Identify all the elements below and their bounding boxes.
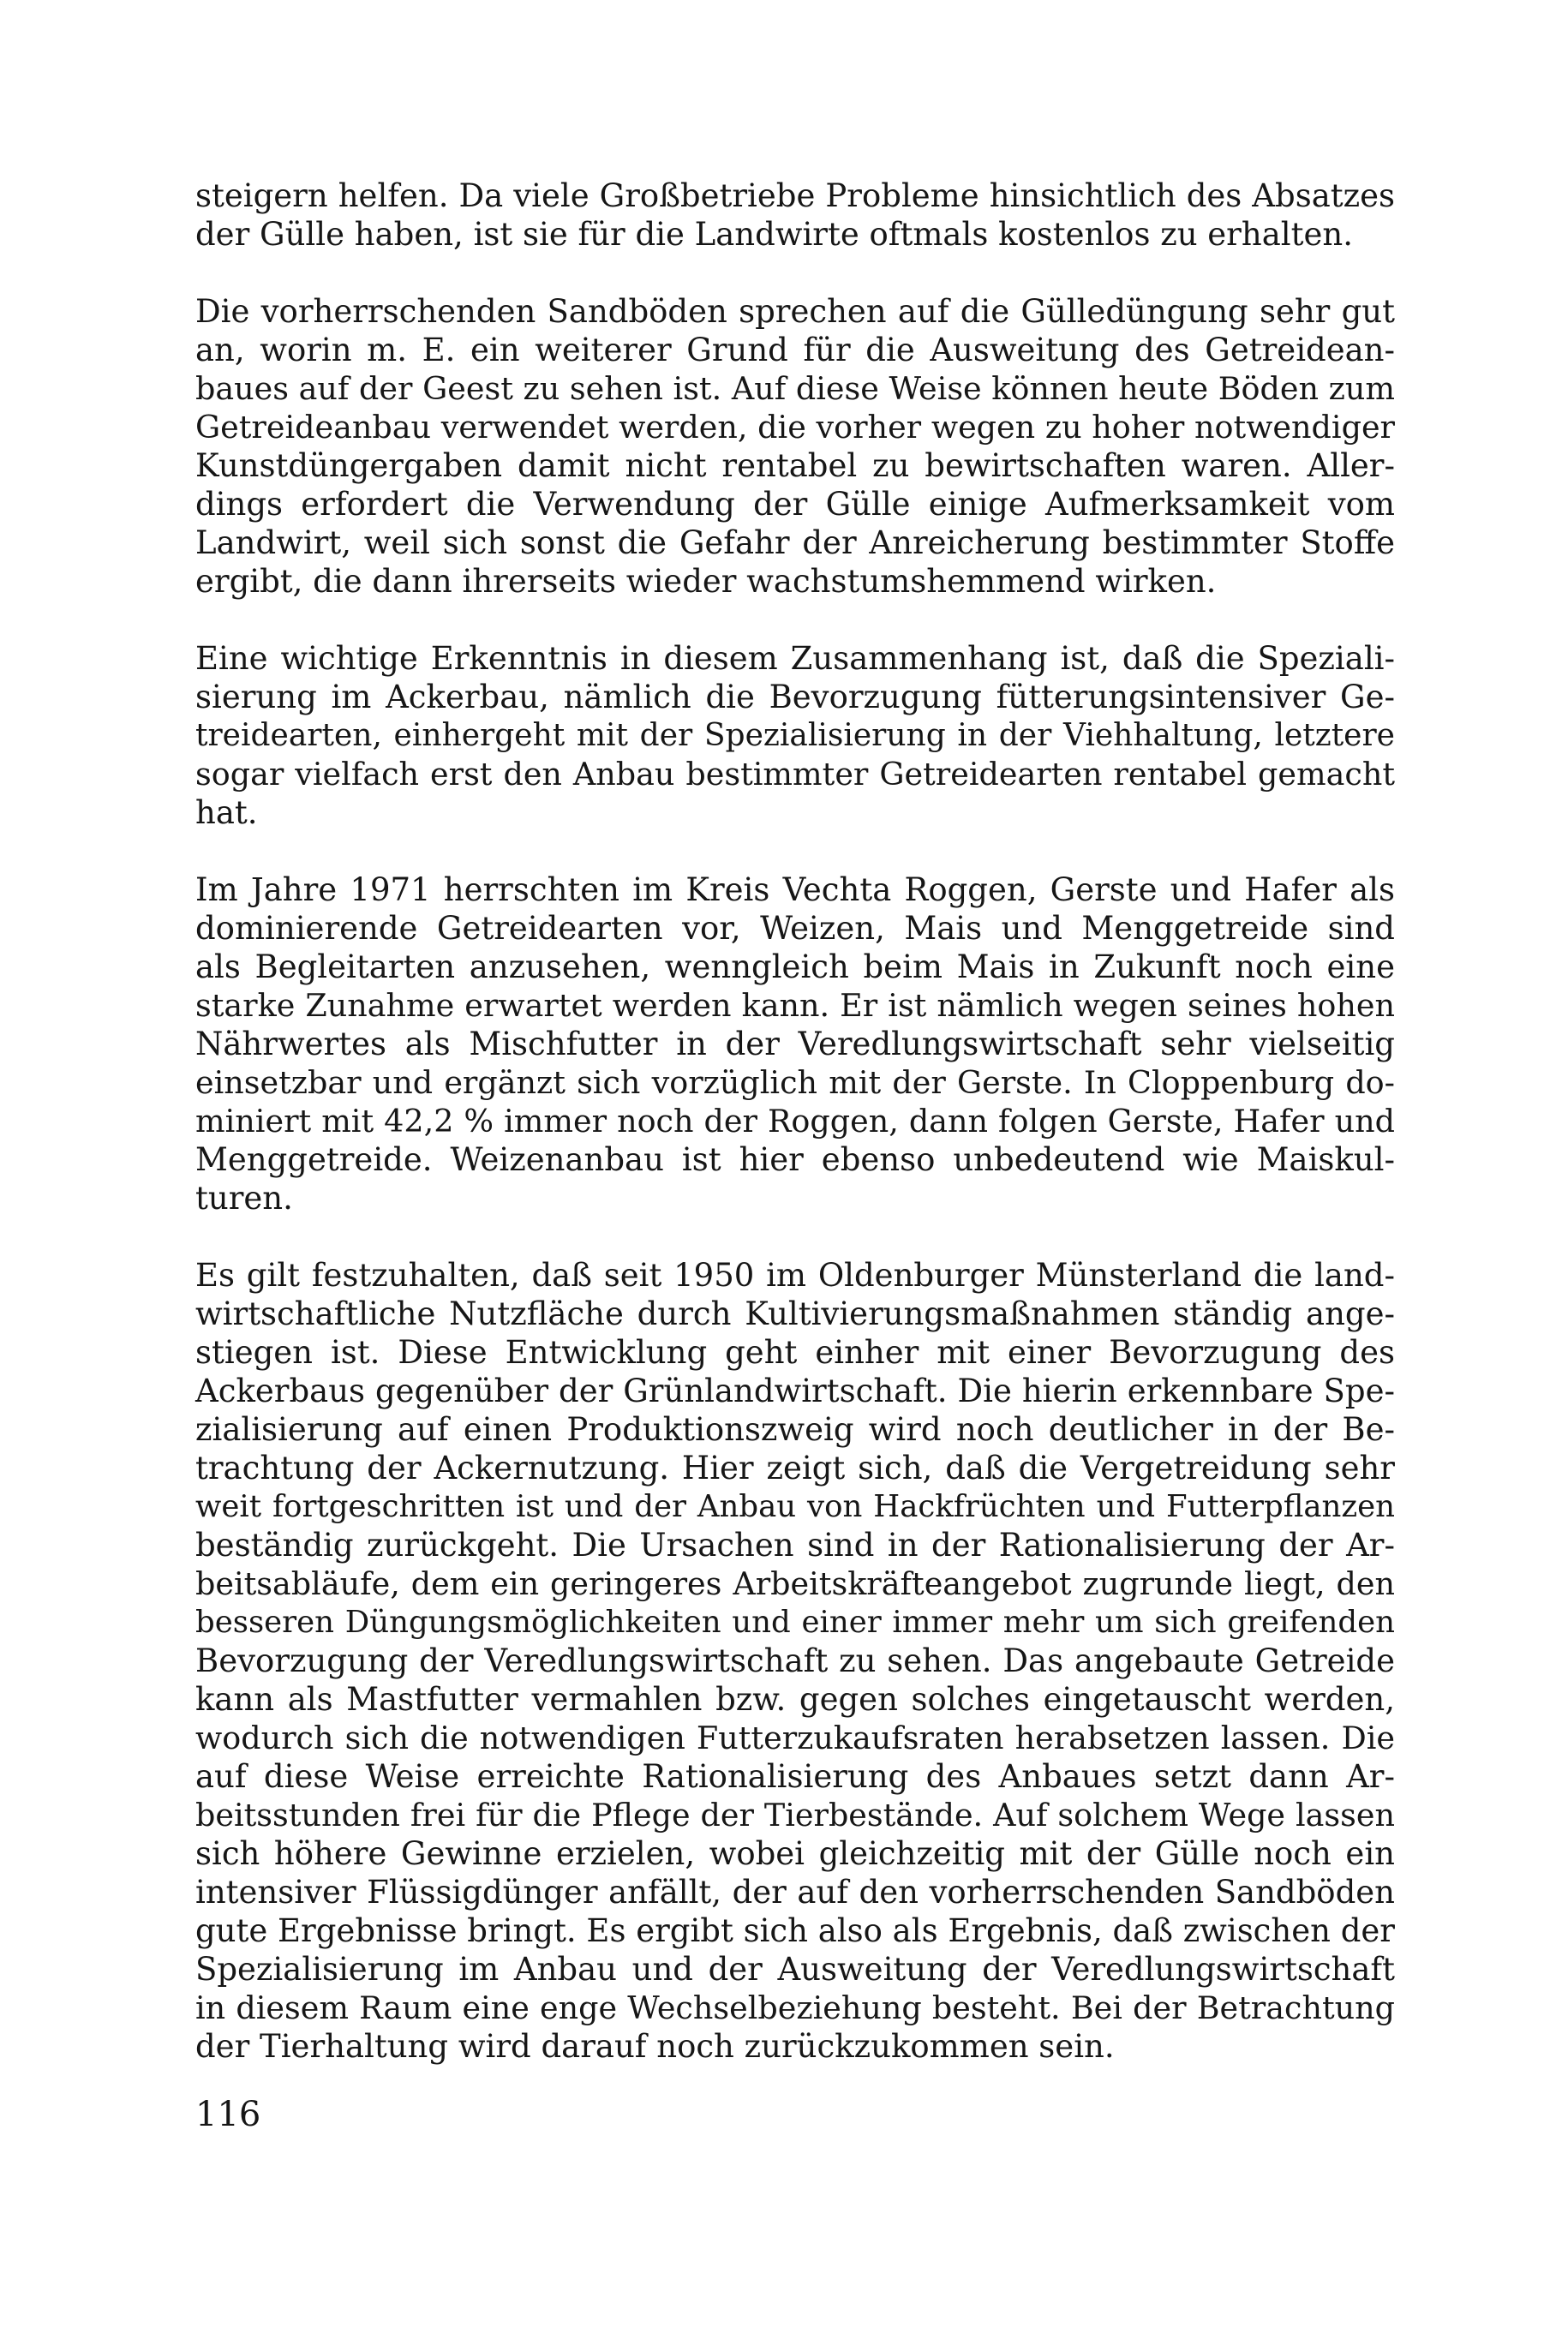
text-line: Landwirt, weil sich sonst die Gefahr der Anreicherung bestimmter Stoffe	[195, 524, 1395, 561]
text-line: der Gülle haben, ist sie für die Landwirte oftmals kostenlos zu erhalten.	[195, 216, 1353, 253]
text-line: hat.	[195, 794, 258, 831]
text-line: wodurch sich die notwendigen Futterzukaufsraten herabsetzen lassen. Die	[195, 1720, 1395, 1756]
text-line: sierung im Ackerbau, nämlich die Bevorzugung fütterungsintensiver Ge-	[195, 679, 1395, 715]
text-line: dominierende Getreidearten vor, Weizen, Mais und Menggetreide sind	[195, 910, 1395, 947]
text-line: weit fortgeschritten ist und der Anbau von Hackfrüchten und Futterpflanzen	[195, 1489, 1395, 1524]
text-line: einsetzbar und ergänzt sich vorzüglich mit der Gerste. In Cloppenburg do-	[195, 1064, 1395, 1101]
text-line: wirtschaftliche Nutzfläche durch Kultivierungsmaßnahmen ständig ange-	[195, 1295, 1395, 1332]
text-line: turen.	[195, 1180, 293, 1217]
text-line: der Tierhaltung wird darauf noch zurückzukommen sein.	[195, 2028, 1115, 2065]
text-line: Nährwertes als Mischfutter in der Veredlungswirtschaft sehr vielseitig	[195, 1026, 1395, 1062]
paragraph-3	[195, 639, 1395, 832]
text-line: kann als Mastfutter vermahlen bzw. gegen solches eingetauscht werden,	[195, 1681, 1395, 1718]
text-line: Getreideanbau verwendet werden, die vorher wegen zu hoher notwendiger	[195, 409, 1395, 446]
text-line: trachtung der Ackernutzung. Hier zeigt sich, daß die Vergetreidung sehr	[195, 1450, 1395, 1487]
paragraph-2	[195, 292, 1395, 601]
text-line: stiegen ist. Diese Entwicklung geht einher mit einer Bevorzugung des	[195, 1334, 1395, 1371]
text-line: in diesem Raum eine enge Wechselbeziehung besteht. Bei der Betrachtung	[195, 1989, 1395, 2026]
text-line: gute Ergebnisse bringt. Es ergibt sich also als Ergebnis, daß zwischen der	[195, 1912, 1395, 1949]
text-line: baues auf der Geest zu sehen ist. Auf diese Weise können heute Böden zum	[195, 370, 1395, 407]
text-line: sogar vielfach erst den Anbau bestimmter Getreidearten rentabel gemacht	[195, 756, 1395, 793]
text-line: treidearten, einhergeht mit der Spezialisierung in der Viehhaltung, letztere	[195, 718, 1395, 753]
text-line: sich höhere Gewinne erzielen, wobei gleichzeitig mit der Gülle noch ein	[195, 1835, 1395, 1872]
text-line: als Begleitarten anzusehen, wenngleich beim Mais in Zukunft noch eine	[195, 948, 1395, 985]
paragraph-4	[195, 870, 1395, 1217]
text-line: intensiver Flüssigdünger anfällt, der auf den vorherrschenden Sandböden	[195, 1874, 1395, 1911]
text-line: Bevorzugung der Veredlungswirtschaft zu sehen. Das angebaute Getreide	[195, 1642, 1395, 1679]
page-body	[195, 176, 1395, 2066]
paragraph-5	[195, 1256, 1395, 2066]
text-line: Die vorherrschenden Sandböden sprechen auf die Gülledüngung sehr gut	[195, 293, 1395, 330]
text-line: miniert mit 42,2 % immer noch der Roggen, dann folgen Gerste, Hafer und	[195, 1103, 1395, 1140]
page-number: 116	[195, 2095, 261, 2134]
text-line: zialisierung auf einen Produktionszweig wird noch deutlicher in der Be-	[195, 1411, 1395, 1448]
text-line: auf diese Weise erreichte Rationalisierung des Anbaues setzt dann Ar-	[195, 1758, 1395, 1795]
text-line: ergibt, die dann ihrerseits wieder wachstumshemmend wirken.	[195, 563, 1217, 600]
text-line: Menggetreide. Weizenanbau ist hier ebenso unbedeutend wie Maiskul-	[195, 1141, 1395, 1178]
text-line: beständig zurückgeht. Die Ursachen sind in der Rationalisierung der Ar-	[195, 1527, 1395, 1564]
text-line: Es gilt festzuhalten, daß seit 1950 im Oldenburger Münsterland die land-	[195, 1257, 1395, 1294]
text-line: Im Jahre 1971 herrschten im Kreis Vechta Roggen, Gerste und Hafer als	[195, 871, 1395, 908]
text-line: Spezialisierung im Anbau und der Ausweitung der Veredlungswirtschaft	[195, 1951, 1395, 1988]
text-line: an, worin m. E. ein weiterer Grund für die Ausweitung des Getreidean-	[195, 332, 1395, 368]
text-line: Eine wichtige Erkenntnis in diesem Zusammenhang ist, daß die Speziali-	[195, 640, 1395, 677]
text-line: Ackerbaus gegenüber der Grünlandwirtschaft. Die hierin erkennbare Spe-	[195, 1373, 1395, 1409]
text-line: starke Zunahme erwartet werden kann. Er ist nämlich wegen seines hohen	[195, 987, 1395, 1024]
text-line: steigern helfen. Da viele Großbetriebe Probleme hinsichtlich des Absatzes	[195, 177, 1395, 214]
text-line: beitsabläufe, dem ein geringeres Arbeitskräfteangebot zugrunde liegt, den	[195, 1565, 1395, 1602]
text-line: dings erfordert die Verwendung der Gülle einige Aufmerksamkeit vom	[195, 486, 1395, 523]
paragraph-1	[195, 176, 1395, 254]
text-line: besseren Düngungsmöglichkeiten und einer immer mehr um sich greifenden	[195, 1605, 1395, 1640]
text-line: Kunstdüngergaben damit nicht rentabel zu bewirtschaften waren. Aller-	[195, 447, 1395, 484]
text-line: beitsstunden frei für die Pflege der Tierbestände. Auf solchem Wege lassen	[195, 1797, 1395, 1833]
